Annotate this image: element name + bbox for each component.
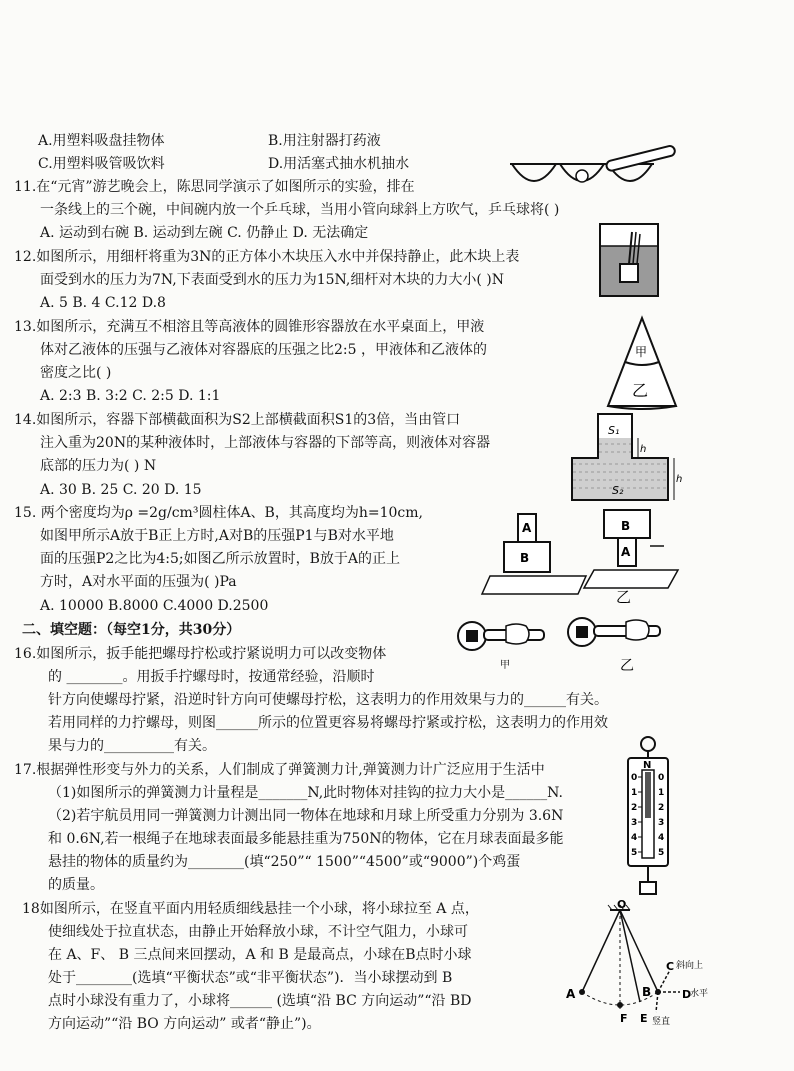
scale-tick-left-4: 4 (631, 833, 638, 843)
hanging-weight-icon (640, 882, 656, 894)
q16-stem-3: 针方向使螺母拧紧，沿逆时针方向可使螺母拧松，这表明力的作用效果与力的______有关。 (48, 692, 608, 708)
pendulum-label-c: C (666, 960, 675, 973)
q14-stem-3: 底部的压力为( ) N (40, 458, 157, 474)
blow-tube-icon (605, 145, 675, 172)
scale-tick-right-0: 0 (658, 773, 665, 783)
s1-label: S₁ (608, 424, 620, 437)
cyl-b-label-2: B (621, 519, 631, 533)
q15-options: A. 10000 B.8000 C.4000 D.2500 (40, 598, 269, 614)
q15-stem-4: 方时，A对水平面的压强为( )Pa (40, 574, 237, 590)
q15-stem-2: 如图甲所示A放于B正上方时,A对B的压强P1与B对水平地 (40, 528, 394, 544)
cyl-label-yi: 乙 (616, 588, 632, 606)
h-label-top: h (640, 444, 647, 455)
h-label-bottom: h (676, 474, 683, 485)
q17-stem-4: 和 0.6N,若一根绳子在地球表面最多能悬挂重为750N的物体，它在月球表面最多能 (48, 831, 564, 847)
q11-options: A. 运动到右碗 B. 运动到左碗 C. 仍静止 D. 无法确定 (40, 225, 369, 241)
scale-tick-left-1: 1 (631, 788, 638, 798)
q12-stem-2: 面受到水的压力为7N,下表面受到水的压力为15N,细杆对木块的力大小( )N (40, 272, 504, 288)
wrench-yi-icon (568, 618, 660, 646)
q14-stem-1: 14.如图所示，容器下部横截面积为S2上部横截面积S1的3倍，当由管口 (14, 412, 461, 428)
q16-stem-4: 若用同样的力拧螺母，则图______所示的位置更容易将螺母拧紧或拧松，这表明力的作用效 (48, 715, 608, 731)
wrench-figure (450, 614, 670, 674)
q14-options: A. 30 B. 25 C. 20 D. 15 (40, 482, 202, 498)
q11-stem-2: 一条线上的三个碗，中间碗内放一个乒乓球，当用小管向球斜上方吹气，乒乓球将( ) (40, 202, 560, 218)
pendulum-figure (560, 898, 709, 1032)
scale-tick-right-2: 2 (658, 803, 665, 813)
q17-stem-2: （1)如图所示的弹簧测力计量程是_______N,此时物体对挂钩的拉力大小是______N. (48, 785, 563, 801)
pendulum-label-a: A (566, 987, 576, 1001)
scale-unit-label: N (643, 760, 652, 771)
pendulum-label-horizontal: 水平 (690, 989, 709, 999)
cone-label-yi: 乙 (632, 381, 649, 400)
cyl-a-label-1: A (522, 521, 532, 535)
q17-stem-5: 悬挂的物体的质量约为________(填“250”“ 1500”“4500”或“9000”)个鸡蛋 (48, 854, 521, 870)
q18-stem-1: 18如图所示，在竖直平面内用轻质细线悬挂一个小球，将小球拉至 A 点， (22, 901, 479, 917)
q16-stem-1: 16.如图所示，扳手能把螺母拧松或拧紧说明力可以改变物体 (14, 646, 387, 662)
scale-tick-left-5: 5 (631, 848, 638, 858)
q14-stem-2: 注入重为20N的某种液体时，上部液体与容器的下部等高，则液体对容器 (40, 435, 491, 451)
section-title: 二、填空题：（每空1分，共30分） (22, 622, 241, 638)
wrench-label-yi: 乙 (620, 658, 634, 674)
cone-container-figure (604, 314, 680, 410)
cyl-b-label-1: B (520, 551, 530, 565)
pendulum-label-e: E (640, 1012, 648, 1025)
scale-tick-right-4: 4 (658, 833, 665, 843)
q17-stem-1: 17.根据弹性形变与外力的关系，人们制成了弹簧测力计,弹簧测力计广泛应用于生活中 (14, 762, 545, 778)
q18-stem-3: 在 A、F、 B 三点间来回摆动，A 和 B 是最高点，小球在B点时小球 (48, 947, 472, 963)
pendulum-label-f: F (620, 1012, 628, 1025)
wrench-label-jia: 甲 (500, 660, 510, 671)
q18-stem-4: 处于________(选填“平衡状态”或“非平衡状态”)．当小球摆动到 B (48, 970, 453, 986)
scale-tick-left-3: 3 (631, 818, 638, 828)
q15-stem-3: 面的压强P2之比为4:5;如图乙所示放置时，B放于A的正上 (40, 551, 400, 567)
q12-stem-1: 12.如图所示，用细杆将重为3N的正方体小木块压入水中并保持静止，此木块上表 (14, 249, 520, 265)
q10-option-d: D.用活塞式抽水机抽水 (268, 156, 410, 172)
q12-options: A. 5 B. 4 C.12 D.8 (40, 295, 166, 311)
spring-scale-figure (618, 734, 678, 898)
pendulum-label-up: 斜向上 (676, 961, 704, 971)
scale-tick-left-0: 0 (631, 773, 638, 783)
q16-stem-5: 果与力的__________有关。 (48, 738, 216, 754)
q18-stem-6: 方向运动”“沿 BO 方向运动” 或者“静止”)。 (48, 1016, 321, 1032)
scale-tick-right-5: 5 (658, 848, 665, 858)
cylinders-figure (482, 504, 682, 604)
s2-label: S₂ (612, 484, 624, 497)
scale-tick-right-3: 3 (658, 818, 665, 828)
q13-options: A. 2:3 B. 3:2 C. 2:5 D. 1:1 (40, 388, 221, 404)
wood-block-icon (620, 264, 638, 282)
q10-option-a: A.用塑料吸盘挂物体 (38, 133, 165, 149)
cone-label-jia: 甲 (635, 345, 648, 359)
water-container-figure (596, 220, 666, 300)
q17-stem-3: （2)若宇航员用同一弹簧测力计测出同一物体在地球和月球上所受重力分别为 3.6N (48, 808, 564, 824)
stepped-container-figure (564, 408, 688, 504)
scale-tick-left-2: 2 (631, 803, 638, 813)
scale-tick-right-1: 1 (658, 788, 665, 798)
q17-stem-6: 的质量。 (48, 877, 104, 893)
q13-stem-2: 体对乙液体的压强与乙液体对容器底的压强之比2:5 ，甲液体和乙液体的 (40, 342, 487, 358)
q13-stem-3: 密度之比( ) (40, 365, 112, 381)
q11-stem-1: 11.在“元宵”游艺晚会上，陈思同学演示了如图所示的实验，排在 (14, 179, 415, 195)
wrench-jia-icon (458, 622, 544, 650)
pendulum-label-d: D (682, 988, 692, 1001)
q18-stem-2: 使细线处于拉直状态，由静止开始释放小球，不计空气阻力，小球可 (48, 924, 468, 940)
pendulum-label-b: B (642, 985, 652, 999)
q10-option-b: B.用注射器打药液 (268, 133, 381, 149)
pendulum-label-o: O (617, 898, 627, 911)
ping-pong-ball-icon (576, 170, 588, 182)
q18-stem-5: 点时小球没有重力了，小球将______ (选填“沿 BC 方向运动”“沿 BD (48, 993, 472, 1009)
pendulum-label-vertical: 竖直 (652, 1017, 671, 1027)
q15-stem-1: 15. 两个密度均为ρ =2g/cm³圆柱体A、B，其高度均为h=10cm, (14, 505, 423, 521)
q10-option-c: C.用塑料吸管吸饮料 (38, 156, 165, 172)
q13-stem-1: 13.如图所示，充满互不相溶且等高液体的圆锥形容器放在水平桌面上，甲液 (14, 319, 485, 335)
q16-stem-2: 的 ________。用扳手拧螺母时，按通常经验，沿顺时 (48, 669, 375, 685)
cyl-a-label-2: A (621, 545, 631, 559)
three-bowls-figure (508, 140, 684, 204)
